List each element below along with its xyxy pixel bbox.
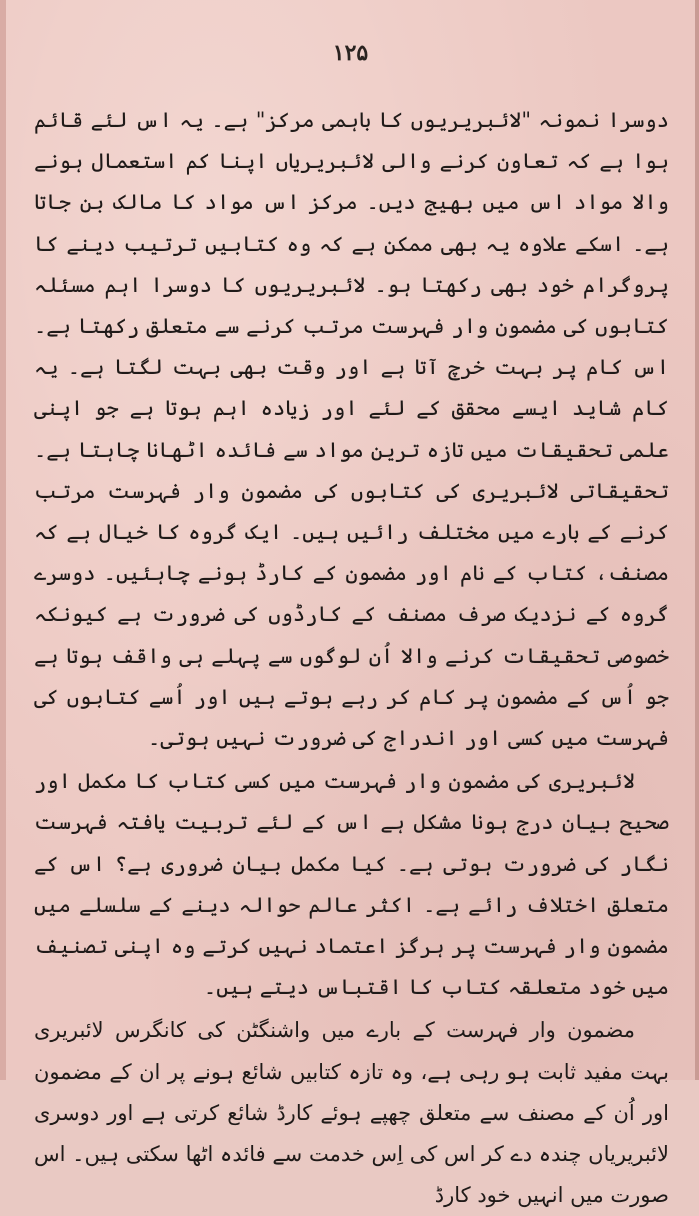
paragraph-3: مضمون وار فہرست کے بارے میں واشنگٹن کی کانگرس لائبریری بہت مفید ثابت ہو رہی ہے، وہ تازہ کتابیں شائع ہونے پر ان کے مضمون اور اُن کے مصنف سے متعلق چھپے ہوئے کارڈ شائع کرتی ہے اور دوسری لائبریریاں چندہ دے کر اس کی اِس خدمت سے فائدہ اٹھا سکتی ہیں۔ اس صورت میں انہیں خود کارڈ: [34, 1018, 669, 1208]
page-number: ۱۲۵: [332, 40, 369, 66]
page-body: [34, 100, 669, 1216]
paragraph-2: لائبریری کی مضمون وار فہرست میں کسی کتاب کا مکمل اور صحیح بیان درج ہونا مشکل ہے اس کے لئے تربیت یافتہ فہرست نگار کی ضرورت ہوتی ہے۔ کیا مکمل بیان ضروری ہے؟ اس کے متعلق اختلاف رائے ہے۔ اکثر عالم حوالہ دینے کے سلسلے میں مضمون وار فہرست پر ہرگز اعتماد نہیں کرتے وہ اپنی تصنیف میں خود متعلقہ کتاب کا اقتباس دیتے ہیں۔: [34, 769, 669, 1000]
paragraph-1: دوسرا نمونہ "لائبریریوں کا باہمی مرکز" ہے۔ یہ اس لئے قائم ہوا ہے کہ تعاون کرنے والی لائبریریاں اپنا کم استعمال ہونے والا مواد اس میں بھیج دیں۔ مرکز اس مواد کا مالک بن جاتا ہے۔ اسکے علاوہ یہ بھی ممکن ہے کہ وہ کتابیں ترتیب دینے کا پروگرام خود بھی رکھتا ہو۔ لائبریریوں کا دوسرا اہم مسئلہ کتابوں کی مضمون وار فہرست مرتب کرنے سے متعلق رکھتا ہے۔ اس کام پر بہت خرچ آتا ہے اور وقت بھی بہت لگتا ہے۔ یہ کام شاید ایسے محقق کے لئے اور زیادہ اہم ہوتا ہے جو اپنی علمی تحقیقات میں تازہ ترین مواد سے فائدہ اٹھانا چاہتا ہے۔ تحقیقاتی لائبریری کی کتابوں کی مضمون وار فہرست مرتب کرنے کے بارے میں مختلف رائیں ہیں۔ ایک گروہ کا خیال ہے کہ مصنف، کتاب کے نام اور مضمون کے کارڈ ہونے چاہئیں۔ دوسرے گروہ کے نزدیک صرف مصنف کے کارڈوں کی ضرورت ہے کیونکہ خصوصی تحقیقات کرنے والا اُن لوگوں سے پہلے ہی واقف ہوتا ہے جو اُس کے مضمون پر کام کر رہے ہوتے ہیں اور اُسے کتابوں کی فہرست میں کسی اور اندراج کی ضرورت نہیں ہوتی۔: [34, 108, 669, 751]
